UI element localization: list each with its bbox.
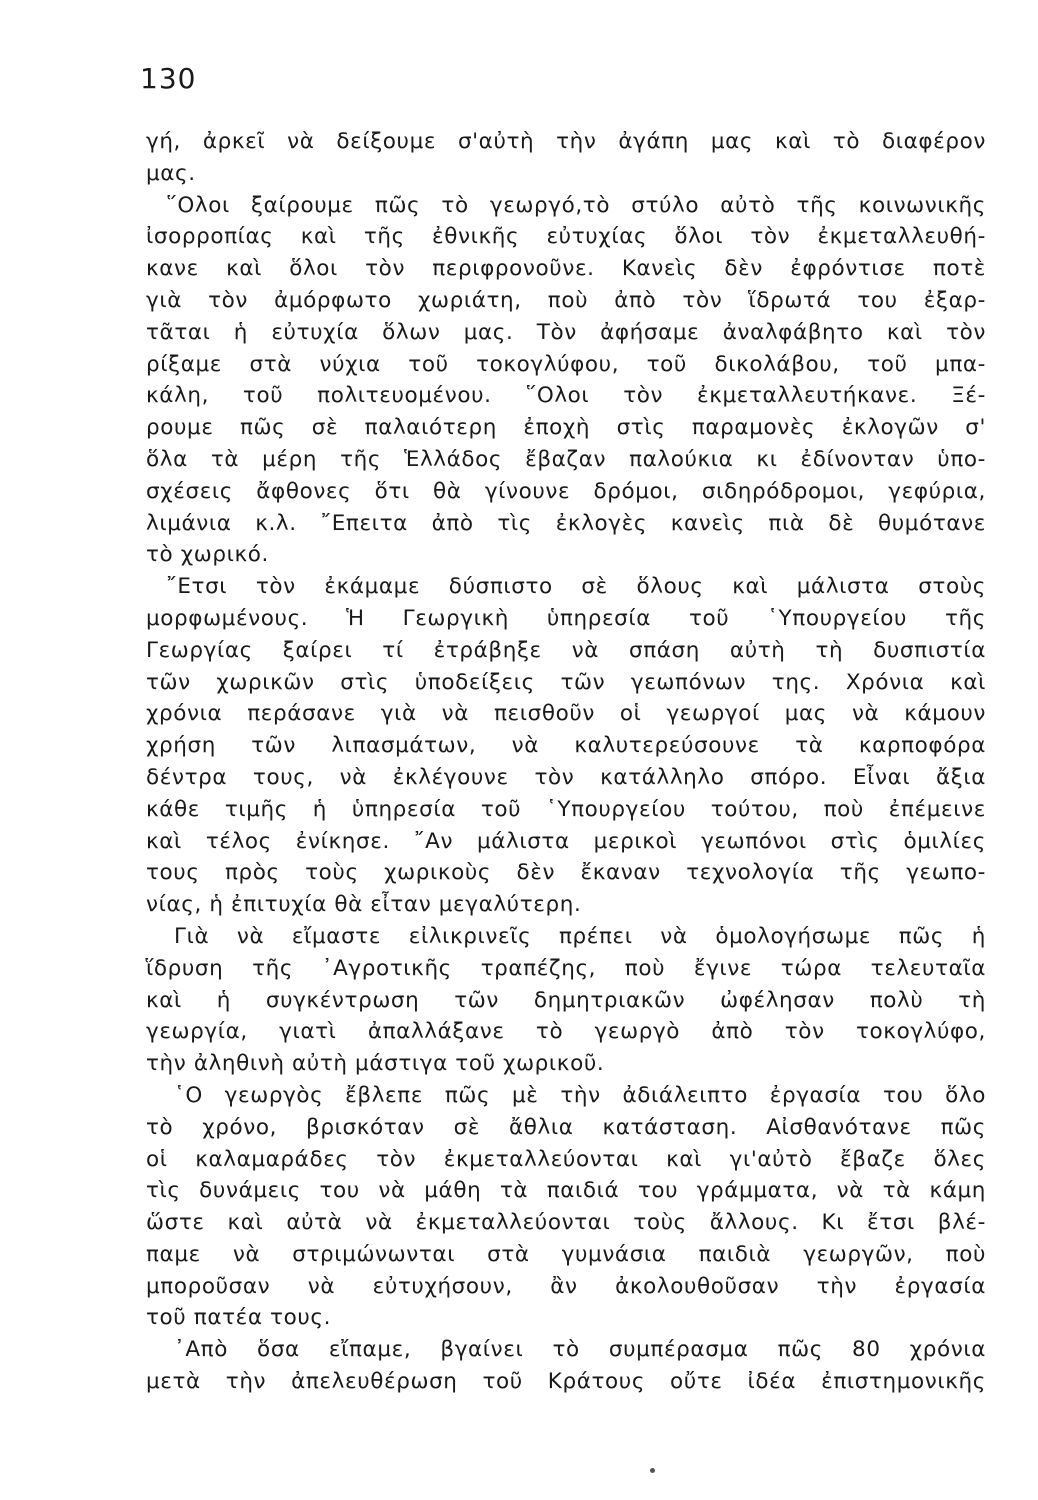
text-line: χρήση τῶν λιπασμάτων, νὰ καλυτερεύσουνε τὰ καρποφόρα — [146, 733, 986, 759]
text-line: καὶ τέλος ἐνίκησε. ῎Αν μάλιστα μερικοὶ γεωπόνοι στὶς ὁμιλίες — [146, 828, 986, 854]
text-line: τὸ χωρικό. — [146, 542, 269, 568]
text-line: ῎Ετσι τὸν ἐκάμαμε δύσπιστο σὲ ὅλους καὶ μάλιστα στοὺς — [166, 574, 986, 600]
text-line: γεωργία, γιατὶ ἀπαλλάξανε τὸ γεωργὸ ἀπὸ τὸν τοκογλύφο, — [146, 1019, 986, 1045]
text-line: ὥστε καὶ αὐτὰ νὰ ἐκμεταλλεύονται τοὺς ἄλλους. Κι ἔτσι βλέ- — [146, 1210, 986, 1236]
text-line: ῞Ολοι ξαίρουμε πῶς τὸ γεωργό,τὸ στύλο αὐτὸ τῆς κοινωνικῆς — [166, 192, 986, 218]
text-line: μορφωμένους. Ἡ Γεωργικὴ ὑπηρεσία τοῦ ῾Υπουργείου τῆς — [146, 605, 986, 631]
text-line: ῾Ο γεωργὸς ἔβλεπε πῶς μὲ τὴν ἀδιάλειπτο ἐργασία του ὅλο — [174, 1082, 986, 1108]
text-line: νίας, ἡ ἐπιτυχία θὰ εἶταν μεγαλύτερη. — [146, 892, 582, 918]
text-line: μετὰ τὴν ἀπελευθέρωση τοῦ Κράτους οὔτε ἰδέα ἐπιστημονικῆς — [146, 1369, 986, 1395]
text-line: λιμάνια κ.λ. ῎Επειτα ἀπὸ τὶς ἐκλογὲς κανεὶς πιὰ δὲ θυμότανε — [146, 510, 986, 536]
text-line: ὅλα τὰ μέρη τῆς Ἑλλάδος ἔβαζαν παλούκια κι ἐδίνονταν ὑπο- — [146, 446, 986, 472]
text-line: μποροῦσαν νὰ εὐτυχήσουν, ἂν ἀκολουθοῦσαν τὴν ἐργασία — [146, 1273, 986, 1299]
text-line: Γεωργίας ξαίρει τί ἐτράβηξε νὰ σπάση αὐτὴ τὴ δυσπιστία — [146, 637, 986, 663]
text-line: γιὰ τὸν ἀμόρφωτο χωριάτη, ποὺ ἀπὸ τὸν ἵδρωτά του ἐξαρ- — [146, 287, 986, 313]
text-line: ᾿Απὸ ὅσα εἴπαμε, βγαίνει τὸ συμπέρασμα πῶς 80 χρόνια — [174, 1337, 986, 1363]
text-line: τῶν χωρικῶν στὶς ὑποδείξεις τῶν γεωπόνων της. Χρόνια καὶ — [146, 669, 986, 695]
text-line: σχέσεις ἄφθονες ὅτι θὰ γίνουνε δρόμοι, σιδηρόδρομοι, γεφύρια, — [146, 478, 986, 504]
text-line: κάλη, τοῦ πολιτευομένου. ῞Ολοι τὸν ἐκμεταλλευτήκανε. Ξέ- — [146, 383, 986, 409]
text-line: Γιὰ νὰ εἴμαστε εἰλικρινεῖς πρέπει νὰ ὁμολογήσωμε πῶς ἡ — [174, 923, 986, 949]
scan-speck — [650, 1468, 655, 1473]
text-line: τὸ χρόνο, βρισκόταν σὲ ἄθλια κατάσταση. Αἰσθανότανε πῶς — [146, 1114, 986, 1140]
text-line: τᾶται ἡ εὐτυχία ὅλων μας. Τὸν ἀφήσαμε ἀναλφάβητο καὶ τὸν — [146, 319, 986, 345]
text-line: οἱ καλαμαράδες τὸν ἐκμεταλλεύονται καὶ γι'αὐτὸ ἔβαζε ὅλες — [146, 1146, 986, 1172]
text-line: χρόνια περάσανε γιὰ νὰ πεισθοῦν οἱ γεωργοί μας νὰ κάμουν — [146, 701, 986, 727]
text-line: παμε νὰ στριμώνωνται στὰ γυμνάσια παιδιὰ γεωργῶν, ποὺ — [146, 1241, 986, 1267]
text-line: ἵδρυση τῆς ᾿Αγροτικῆς τραπέζης, ποὺ ἔγινε τώρα τελευταῖα — [146, 955, 986, 981]
text-line: τοῦ πατέα τους. — [146, 1305, 332, 1331]
text-line: ρουμε πῶς σὲ παλαιότερη ἐποχὴ στὶς παραμονὲς ἐκλογῶν σ' — [146, 415, 986, 441]
text-line: τὶς δυνάμεις του νὰ μάθη τὰ παιδιά του γράμματα, νὰ τὰ κάμη — [146, 1178, 986, 1204]
text-line: καὶ ἡ συγκέντρωση τῶν δημητριακῶν ὠφέλησαν πολὺ τὴ — [146, 987, 986, 1013]
text-line: δέντρα τους, νὰ ἐκλέγουνε τὸν κατάλληλο σπόρο. Εἶναι ἄξια — [146, 764, 986, 790]
text-line: γή, ἀρκεῖ νὰ δείξουμε σ'αὐτὴ τὴν ἀγάπη μας καὶ τὸ διαφέρον — [146, 129, 986, 154]
text-line: κάθε τιμῆς ἡ ὑπηρεσία τοῦ ῾Υπουργείου τούτου, ποὺ ἐπέμεινε — [146, 796, 986, 822]
body-text — [146, 126, 986, 1398]
page-number: 130 — [140, 62, 197, 95]
text-line: ἰσορροπίας καὶ τῆς ἐθνικῆς εὐτυχίας ὅλοι τὸν ἐκμεταλλευθή- — [146, 224, 986, 250]
text-line: μας. — [146, 160, 196, 186]
text-line: τὴν ἀληθινὴ αὐτὴ μάστιγα τοῦ χωρικοῦ. — [146, 1051, 605, 1077]
text-line: τους πρὸς τοὺς χωρικοὺς δὲν ἔκαναν τεχνολογία τῆς γεωπο- — [146, 860, 986, 886]
text-line: κανε καὶ ὅλοι τὸν περιφρονοῦνε. Κανεὶς δὲν ἐφρόντισε ποτὲ — [146, 256, 986, 282]
text-line: ρίξαμε στὰ νύχια τοῦ τοκογλύφου, τοῦ δικολάβου, τοῦ μπα- — [146, 351, 986, 377]
